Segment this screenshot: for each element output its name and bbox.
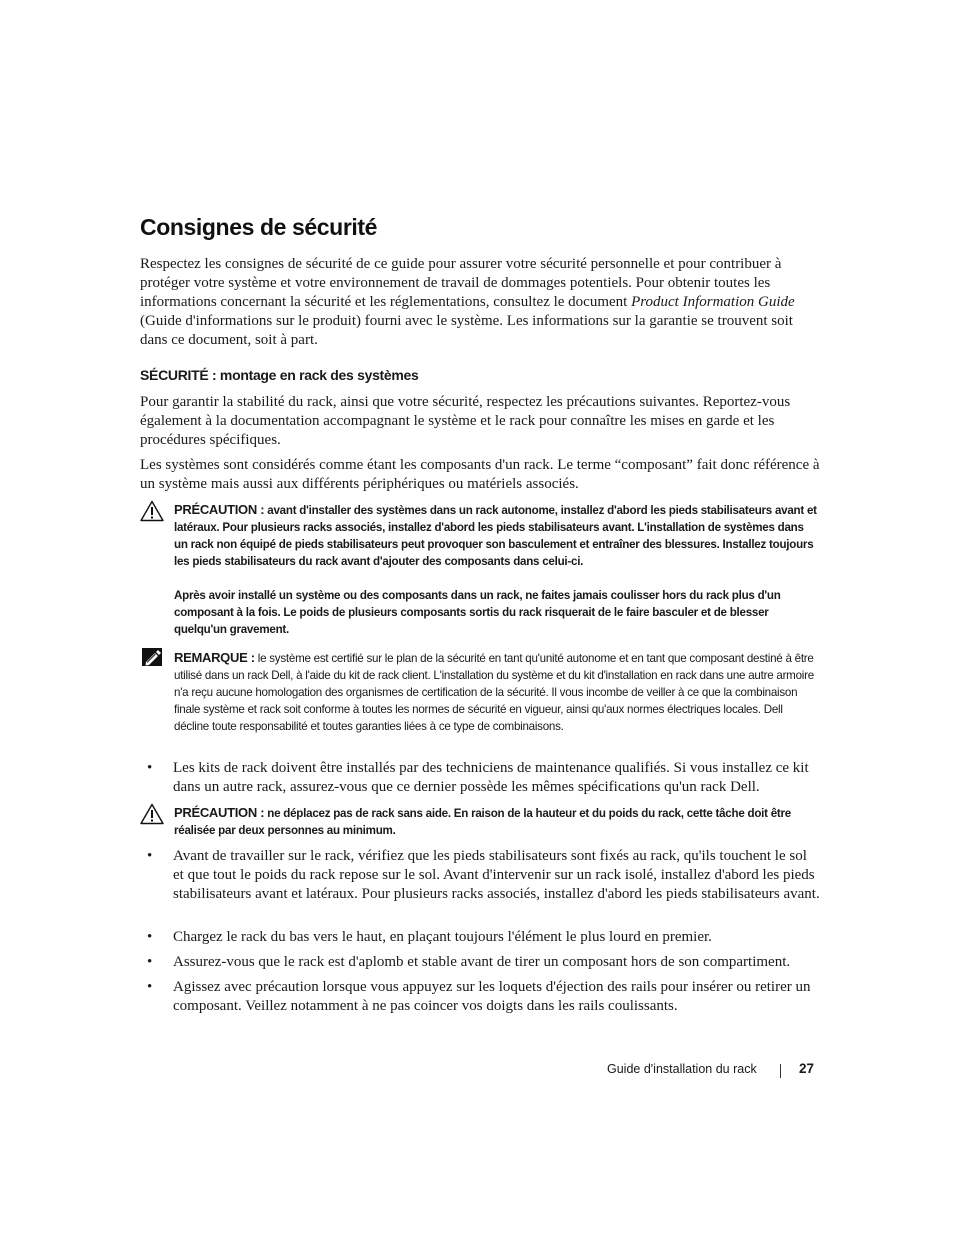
page-title: Consignes de sécurité — [140, 214, 378, 240]
list-item-text: Chargez le rack du bas vers le haut, en plaçant toujours l'élément le plus lourd en premier. — [173, 929, 712, 945]
caution-label: PRÉCAUTION : — [174, 805, 265, 820]
section-heading: SÉCURITÉ : montage en rack des systèmes — [140, 367, 419, 383]
footer-title: Guide d'installation du rack — [607, 1062, 757, 1076]
note-notice — [174, 649, 820, 735]
intro-text-2: (Guide d'informations sur le produit) fourni avec le système. Les informations sur la garantie se trouvent soit dans ce document, soit à part. — [140, 313, 793, 348]
caution-notice-1 — [174, 501, 820, 638]
list-item — [140, 759, 820, 797]
page-number: 27 — [799, 1061, 815, 1076]
warning-triangle-icon — [140, 803, 164, 825]
list-item-text: Les kits de rack doivent être installés par des techniciens de maintenance qualifiés. Si vous installez ce kit dans un autre rack, assurez-vous que ce dernier possède les mêmes spécifications qu'un rack Dell. — [173, 760, 809, 795]
list-item-text: Assurez-vous que le rack est d'aplomb et stable avant de tirer un composant hors de son compartiment. — [173, 954, 791, 970]
caution-text: avant d'installer des systèmes dans un rack autonome, installez d'abord les pieds stabilisateurs avant et latéraux. Pour plusieurs racks associés, installez d'abord les pieds stabilisateurs avant. L'installation de systèmes dans un rack non équipé de pieds stabilisateurs peut provoquer son basculement et entraîner des blessures. Installez toujours les pieds stabilisateurs du rack avant d'ajouter des composants dans celui-ci. — [174, 504, 817, 568]
note-label: REMARQUE : — [174, 650, 255, 665]
pencil-note-icon — [141, 647, 165, 669]
bullet-marker: • — [147, 979, 153, 995]
list-item-text: Agissez avec précaution lorsque vous appuyez sur les loquets d'éjection des rails pour insérer ou retirer un composant. Veillez notamment à ne pas coincer vos doigts dans les rails coulissants. — [173, 979, 811, 1014]
bullet-marker: • — [147, 929, 153, 945]
bullet-marker: • — [147, 760, 153, 776]
caution-text-secondary: Après avoir installé un système ou des composants dans un rack, ne faites jamais coulisser hors du rack plus d'un composant à la fois. Le poids de plusieurs composants sortis du rack risquerait de le faire basculer et de blesser quelqu'un gravement. — [174, 589, 781, 636]
caution-notice-2 — [174, 804, 820, 839]
bullet-marker: • — [147, 848, 153, 864]
warning-triangle-icon — [140, 500, 164, 522]
intro-document-title: Product Information Guide — [631, 294, 795, 310]
list-item-text: Avant de travailler sur le rack, vérifiez que les pieds stabilisateurs sont fixés au rack, qu'ils touchent le sol et que tout le poids du rack repose sur le sol. Avant d'intervenir sur un rack isolé, installez d'abord les pieds stabilisateurs avant et latéraux. Pour plusieurs racks associés, installez d'abord les pieds stabilisateurs avant. — [173, 848, 820, 902]
list-item — [140, 847, 820, 904]
footer-divider — [780, 1064, 781, 1078]
section-paragraph-1: Pour garantir la stabilité du rack, ainsi que votre sécurité, respectez les précautions suivantes. Reportez-vous également à la documentation accompagnant le système et le rack pour connaître les mises en garde et les procédures spécifiques. — [140, 394, 791, 448]
list-item — [140, 953, 820, 972]
caution-label: PRÉCAUTION : — [174, 502, 265, 517]
section-paragraph-2: Les systèmes sont considérés comme étant les composants d'un rack. Le terme “composant” fait donc référence à un système mais aussi aux différents périphériques ou matériels associés. — [140, 457, 820, 492]
note-text: le système est certifié sur le plan de la sécurité en tant qu'unité autonome et en tant que composant destiné à être utilisé dans un rack Dell, à l'aide du kit de rack client. L'installation du système et du kit d'installation en rack dans une autre armoire n'a reçu aucune homologation des organismes de certification de la sécurité. Il vous incombe de veiller à ce que la combinaison finale système et rack soit conforme à toutes les normes de sécurité en vigueur, ainsi qu'aux normes électriques locales. Dell décline toute responsabilité et toutes garanties liées à ce type de combinaisons. — [174, 652, 814, 733]
intro-text-1: Respectez les consignes de sécurité de ce guide pour assurer votre sécurité personnelle et pour contribuer à protéger votre système et votre environnement de travail de dommages potentiels. Pour obtenir toutes les informations concernant la sécurité et les réglementations, consultez le document — [140, 256, 782, 310]
list-item — [140, 978, 820, 1016]
list-item — [140, 928, 820, 947]
bullet-marker: • — [147, 954, 153, 970]
intro-paragraph — [140, 255, 820, 350]
caution-text: ne déplacez pas de rack sans aide. En raison de la hauteur et du poids du rack, cette tâche doit être réalisée par deux personnes au minimum. — [174, 807, 791, 837]
